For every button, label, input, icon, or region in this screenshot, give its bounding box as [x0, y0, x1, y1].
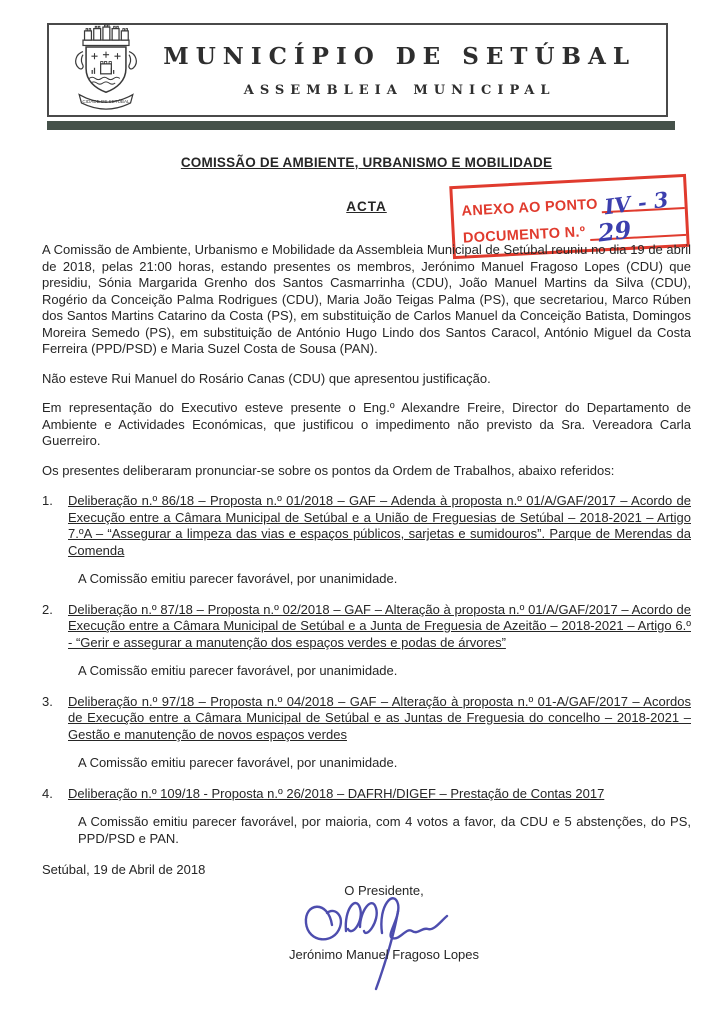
- crest-motto: CIDADE DE SETÚBAL: [82, 98, 130, 104]
- header-divider-bar: [47, 121, 675, 130]
- absence-paragraph: Não esteve Rui Manuel do Rosário Canas (CDU) que apresentou justificação.: [42, 370, 491, 386]
- item-number: 3.: [42, 693, 53, 709]
- item-number: 2.: [42, 601, 53, 617]
- place-and-date: Setúbal, 19 de Abril de 2018: [42, 862, 206, 877]
- deliberation-heading: Deliberação n.º 86/18 – Proposta n.º 01/2018 – GAF – Adenda à proposta n.º 01/A/GAF/2017 – Acordo de Execução entre a Câmara Municipal de Setúbal e a União de Freguesias de Setúbal – 2018-2021 – Artigo 7.ºA – “Assegurar a limpeza das vias e espaços públicos, sarjetas e sumidouros”. Parque de Merendas da Comenda: [68, 493, 691, 558]
- deliberation-heading: Deliberação n.º 109/18 - Proposta n.º 26/2018 – DAFRH/DIGEF – Prestação de Contas 2017: [68, 785, 605, 801]
- signatory-name: Jerónimo Manuel Fragoso Lopes: [288, 947, 480, 962]
- list-item: [42, 694, 691, 772]
- item-number: 1.: [42, 493, 53, 508]
- committee-opinion: A Comissão emitiu parecer favorável, por maioria, com 4 votos a favor, da CDU e 5 abstenções, do PS, PPD/PSD e PAN.: [78, 814, 691, 846]
- committee-opinion: A Comissão emitiu parecer favorável, por unanimidade.: [78, 755, 398, 770]
- document-type-title: ACTA: [346, 198, 387, 214]
- deliberation-heading: Deliberação n.º 87/18 – Proposta n.º 02/2018 – GAF – Alteração à proposta n.º 01/A/GAF/2017 – Acordo de Execução entre a Câmara Municipal de Setúbal e a Junta de Freguesia de Azeitão – 2018-2021 – Artigo 6.º - “Gerir e assegurar a manutenção dos espaços verdes e podas de árvores”: [68, 601, 691, 650]
- item-number: 4.: [42, 785, 53, 801]
- document-body: [42, 155, 691, 964]
- signatory-title: O Presidente,: [344, 882, 424, 898]
- committee-opinion: A Comissão emitiu parecer favorável, por unanimidade.: [78, 571, 398, 586]
- committee-title: COMISSÃO DE AMBIENTE, URBANISMO E MOBILIDADE: [180, 155, 553, 170]
- attendance-paragraph: A Comissão de Ambiente, Urbanismo e Mobilidade da Assembleia Municipal de Setúbal reuniu no dia 19 de abril de 2018, pelas 21:00 horas, estando presentes os membros, Jerónimo Manuel Fragoso Lopes (CDU) que presidiu, Sónia Margarida Grenho dos Santos Casmarrinha (CDU), João Manuel Martins da Silva (CDU), Rogério da Conceição Palma Rodrigues (CDU), Maria João Teigas Palma (PS), que secretariou, Marco Rúben dos Santos Martins Catarino da Costa (PS), em substituição de Carlos Manuel da Conceição Batista, Domingos Moreira Semedo (PS), em substituição de António Hugo Lindo dos Santos Caracol, António Miguel da Costa Ferreira (PPD/PSD) e Maria Suzel Costa de Sousa (PAN).: [42, 242, 691, 356]
- letterhead: [47, 23, 668, 117]
- handwritten-point-number: IV - 3: [603, 186, 671, 220]
- signature-block: [272, 883, 496, 964]
- committee-opinion: A Comissão emitiu parecer favorável, por unanimidade.: [78, 663, 398, 678]
- handwritten-document-number: 29: [595, 214, 633, 248]
- handwritten-signature: [294, 883, 464, 993]
- municipality-name: MUNICÍPIO DE SETÚBAL: [163, 42, 636, 70]
- municipal-coat-of-arms-icon: [49, 25, 163, 115]
- executive-representation-paragraph: Em representação do Executivo esteve presente o Eng.º Alexandre Freire, Director do Departamento de Ambiente e Actividades Económicas, que justificou o impedimento não previsto da Sra. Vereadora Carla Guerreiro.: [42, 400, 691, 448]
- agenda-intro-paragraph: Os presentes deliberaram pronunciar-se sobre os pontos da Ordem de Trabalhos, abaixo referidos:: [42, 462, 615, 478]
- deliberation-heading: Deliberação n.º 97/18 – Proposta n.º 04/2018 – GAF – Alteração à proposta n.º 01-A/GAF/2017 – Acordos de Execução entre a Câmara Municipal de Setúbal e as Juntas de Freguesia do concelho – 2018-2021 – Gestão e manutenção de novos espaços verdes: [68, 693, 691, 742]
- stamp-documento-label: DOCUMENTO N.º: [462, 223, 586, 247]
- stamp-anexo-label: ANEXO AO PONTO: [461, 196, 599, 220]
- list-item: [42, 786, 691, 848]
- list-item: [42, 602, 691, 680]
- signature-area: [272, 899, 496, 947]
- letterhead-text: [163, 43, 666, 98]
- assembly-name: ASSEMBLEIA MUNICIPAL: [243, 82, 556, 98]
- list-item: [42, 493, 691, 588]
